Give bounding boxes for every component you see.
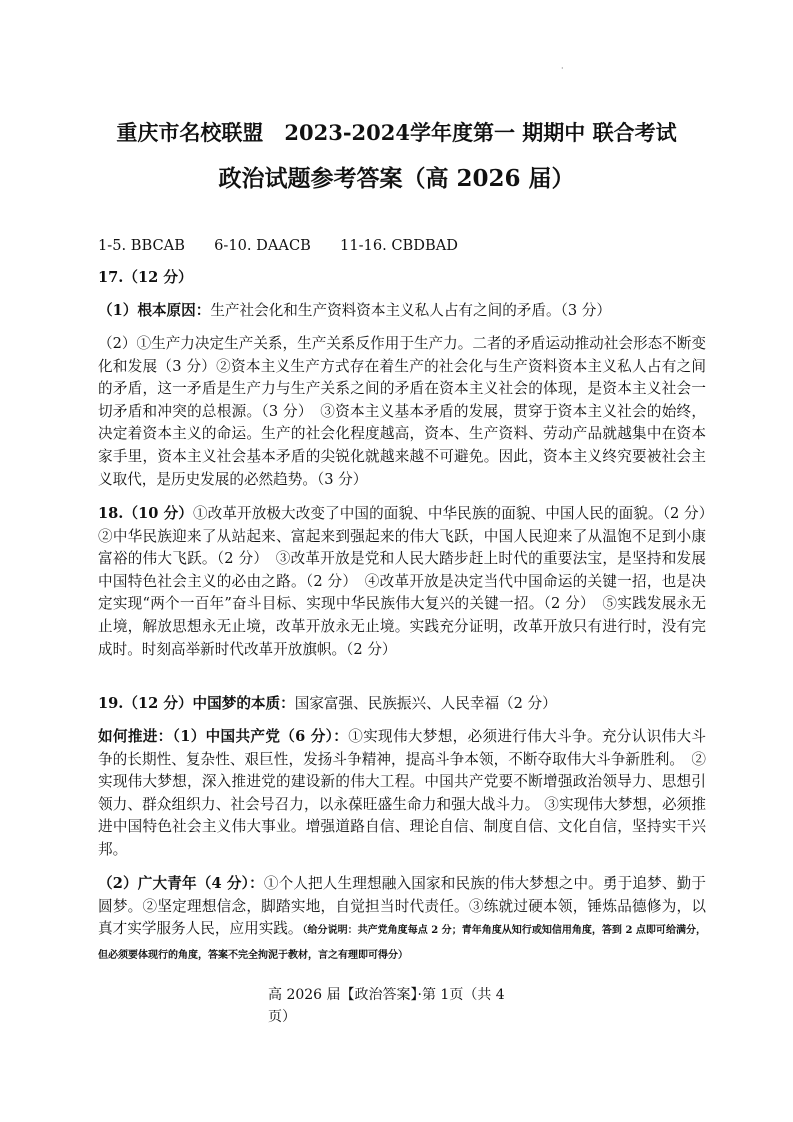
q17-part2: （2）①生产力决定生产关系，生产关系反作用于生产力。二者的矛盾运动推动社会形态不断变化和发展（3 分）②资本主义生产方式存在着生产的社会化与生产资料资本主义私人占有之间的矛盾，这一矛盾是生产力与生产关系之间的矛盾在资本主义社会的体现，是资本主义社会一切矛盾和冲突的总根源。（3 分） ③资本主义基本矛盾的发展，贯穿于资本主义社会的始终，决定着资本主义的命运。生产的社会化程度越高，资本、生产资料、劳动产品就越集中在资本家手里，资本主义社会基本矛盾的尖锐化就越来越不可避免。因此，资本主义终究要被社会主义取代，是历史发展的必然趋势。（3 分）: [98, 335, 706, 488]
answer-key-title: 政治试题参考答案（高 2026 届）: [218, 165, 575, 192]
q19-youth-text: ①个人把人生理想融入国家和民族的伟大梦想之中。勇于追梦、勤于圆梦。②坚定理想信念，脚踏实地，自觉担当时代责任。③练就过硬本领，锤炼品德修为，以真才实学服务人民，应用实践。: [98, 875, 706, 938]
q18-label: 18.（10 分）: [98, 505, 193, 522]
scan-dot: ·: [561, 64, 564, 73]
q19-essence-text: 国家富强、民族振兴、人民幸福（2 分）: [294, 695, 557, 712]
q17-part1-head: （1）根本原因：: [98, 302, 211, 319]
q17-label: 17.（12 分）: [98, 269, 193, 286]
q19-how-head: 如何推进：（1）中国共产党（6 分）：: [98, 728, 349, 745]
exam-title: 重庆市名校联盟 2023-2024学年度第一 期期中 联合考试: [116, 120, 677, 145]
q18-answer: [98, 503, 721, 661]
q19-youth-head: （2）广大青年（4 分）：: [98, 875, 264, 892]
q17-part1: [98, 300, 706, 323]
q19-label: 19.（12 分）中国梦的本质：: [98, 695, 295, 712]
grading-note: （给分说明：共产党角度每点 2 分；青年角度从知行或知信用角度，答到 2 点即可给满分，但必须要体现行的角度，答案不完全拘泥于教材，言之有理即可得分）: [98, 925, 706, 961]
q17-part1-text: 生产社会化和生产资料资本主义私人占有之间的矛盾。（3 分）: [210, 302, 611, 319]
q19-how-text: ①实现伟大梦想，必须进行伟大斗争。充分认识伟大斗争的长期性、复杂性、艰巨性，发扬斗争精神，提高斗争本领，不断夺取伟大斗争新胜利。 ②实现伟大梦想，深入推进党的建设新的伟大工程。中国共产党要不断增强政治领导力、思想引领力、群众组织力、社会号召力，以永葆旺盛生命力和强大战斗力。 ③实现伟大梦想，必须推进中国特色社会主义伟大事业。增强道路自信、理论自信、制度自信、文化自信，坚持实干兴邦。: [98, 728, 706, 858]
q18-text: ①改革开放极大改变了中国的面貌、中华民族的面貌、中国人民的面貌。（2 分） ②中华民族迎来了从站起来、富起来到强起来的伟大飞跃，中国人民迎来了从温饱不足到小康富裕的伟大飞跃。（2 分） ③改革开放是党和人民大踏步赶上时代的重要法宝，是坚持和发展中国特色社会主义的必由之路。（2 分） ④改革开放是决定当代中国命运的关键一招，也是决定实现“两个一百年”奋斗目标、实现中华民族伟大复兴的关键一招。（2 分） ⑤实践发展永无止境，解放思想永无止境，改革开放永无止境。实践充分证明，改革开放只有进行时，没有完成时。时刻高举新时代改革开放旗帜。（2 分）: [98, 505, 721, 658]
page-footer: 高 2026 届【政治答案】·第 1页（共 4 页）: [268, 987, 505, 1025]
q19-party: [98, 726, 706, 862]
q19-essence: [98, 693, 706, 716]
multiple-choice-answers: 1-5. BBCAB 6-10. DAACB 11-16. CBDBAD: [98, 237, 458, 254]
q19-youth: [98, 873, 706, 967]
